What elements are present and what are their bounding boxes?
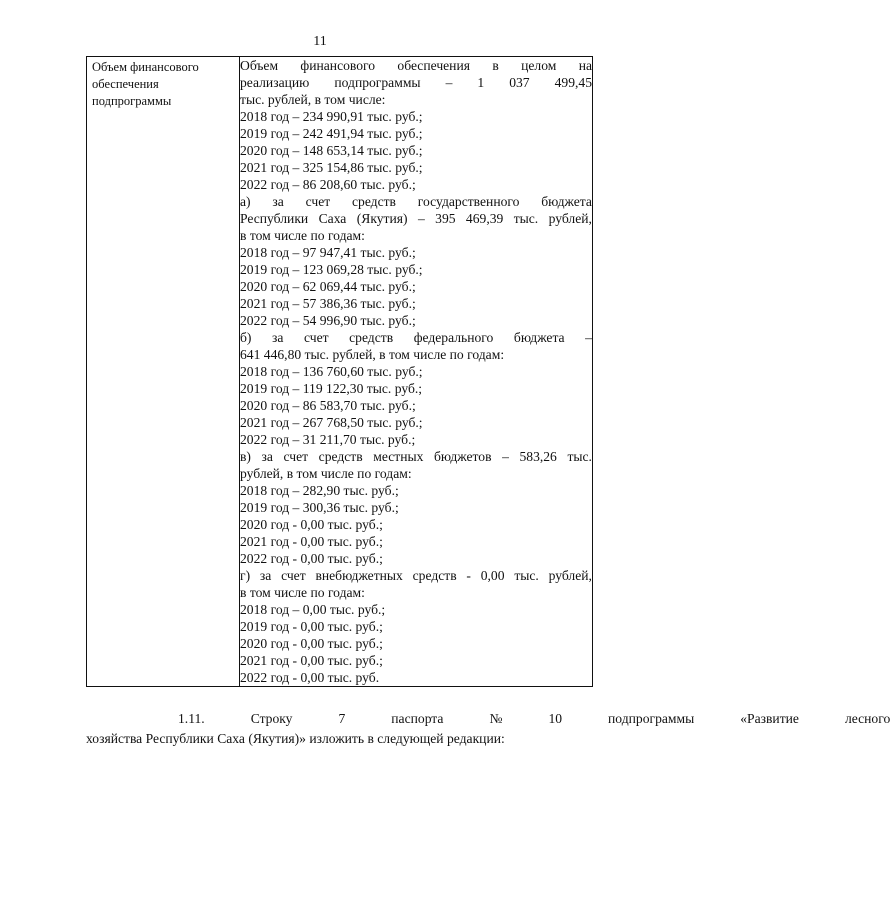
financing-line: 2020 год - 0,00 тыс. руб.; [240, 517, 383, 532]
financing-line: 2018 год – 234 990,91 тыс. руб.; [240, 109, 423, 124]
financing-line: 2019 год – 242 491,94 тыс. руб.; [240, 126, 423, 141]
financing-line: 2019 год – 119 122,30 тыс. руб.; [240, 381, 423, 396]
financing-line: г) за счет внебюджетных средств - 0,00 тыс. рублей, [240, 568, 592, 583]
financing-line: 2018 год – 0,00 тыс. руб.; [240, 602, 386, 617]
page-number: 11 [313, 34, 327, 49]
financing-line: 2018 год – 97 947,41 тыс. руб.; [240, 245, 416, 260]
label-cell [87, 57, 240, 687]
financing-line: 2019 год – 123 069,28 тыс. руб.; [240, 262, 423, 277]
financing-line: 2019 год – 300,36 тыс. руб.; [240, 500, 399, 515]
financing-line: 2020 год – 148 653,14 тыс. руб.; [240, 143, 423, 158]
financing-line: реализацию подпрограммы – 1 037 499,45 [240, 75, 592, 90]
financing-line: в том числе по годам: [240, 585, 365, 600]
financing-line: 2021 год – 267 768,50 тыс. руб.; [240, 415, 423, 430]
financing-table [86, 56, 593, 687]
financing-line: Республики Саха (Якутия) – 395 469,39 тыс. рублей, [240, 211, 592, 226]
financing-line: 2018 год – 136 760,60 тыс. руб.; [240, 364, 423, 379]
row-label [87, 57, 239, 110]
financing-line: 2021 год - 0,00 тыс. руб.; [240, 534, 383, 549]
financing-line: тыс. рублей, в том числе: [240, 92, 386, 107]
financing-line: 2022 год - 0,00 тыс. руб. [240, 670, 380, 685]
amendment-paragraph [86, 709, 890, 749]
financing-line: Объем финансового обеспечения в целом на [240, 58, 592, 73]
financing-line: 2020 год – 62 069,44 тыс. руб.; [240, 279, 416, 294]
amendment-line: 1.11. Строку 7 паспорта № 10 подпрограммы «Развитие лесного [178, 711, 890, 726]
financing-line: 2022 год – 86 208,60 тыс. руб.; [240, 177, 416, 192]
row-label-line: обеспечения [92, 77, 159, 91]
content-cell [240, 57, 593, 687]
financing-line: в том числе по годам: [240, 228, 365, 243]
financing-line: 2019 год - 0,00 тыс. руб.; [240, 619, 383, 634]
financing-line: 2021 год – 57 386,36 тыс. руб.; [240, 296, 416, 311]
financing-line: 641 446,80 тыс. рублей, в том числе по годам: [240, 347, 505, 362]
financing-line: 2018 год – 282,90 тыс. руб.; [240, 483, 399, 498]
financing-line: 2020 год - 0,00 тыс. руб.; [240, 636, 383, 651]
financing-line: 2022 год - 0,00 тыс. руб.; [240, 551, 383, 566]
financing-line: 2022 год – 54 996,90 тыс. руб.; [240, 313, 416, 328]
amendment-line: хозяйства Республики Саха (Якутия)» изложить в следующей редакции: [86, 731, 505, 746]
financing-line: 2022 год – 31 211,70 тыс. руб.; [240, 432, 416, 447]
table-row [87, 57, 593, 687]
row-label-line: подпрограммы [92, 94, 172, 108]
financing-line: а) за счет средств государственного бюджета [240, 194, 592, 209]
financing-line: рублей, в том числе по годам: [240, 466, 412, 481]
financing-line: в) за счет средств местных бюджетов – 583,26 тыс. [240, 449, 592, 464]
financing-line: б) за счет средств федерального бюджета – [240, 330, 592, 345]
row-label-line: Объем финансового [92, 60, 199, 74]
financing-line: 2021 год – 325 154,86 тыс. руб.; [240, 160, 423, 175]
financing-line: 2021 год - 0,00 тыс. руб.; [240, 653, 383, 668]
financing-line: 2020 год – 86 583,70 тыс. руб.; [240, 398, 416, 413]
